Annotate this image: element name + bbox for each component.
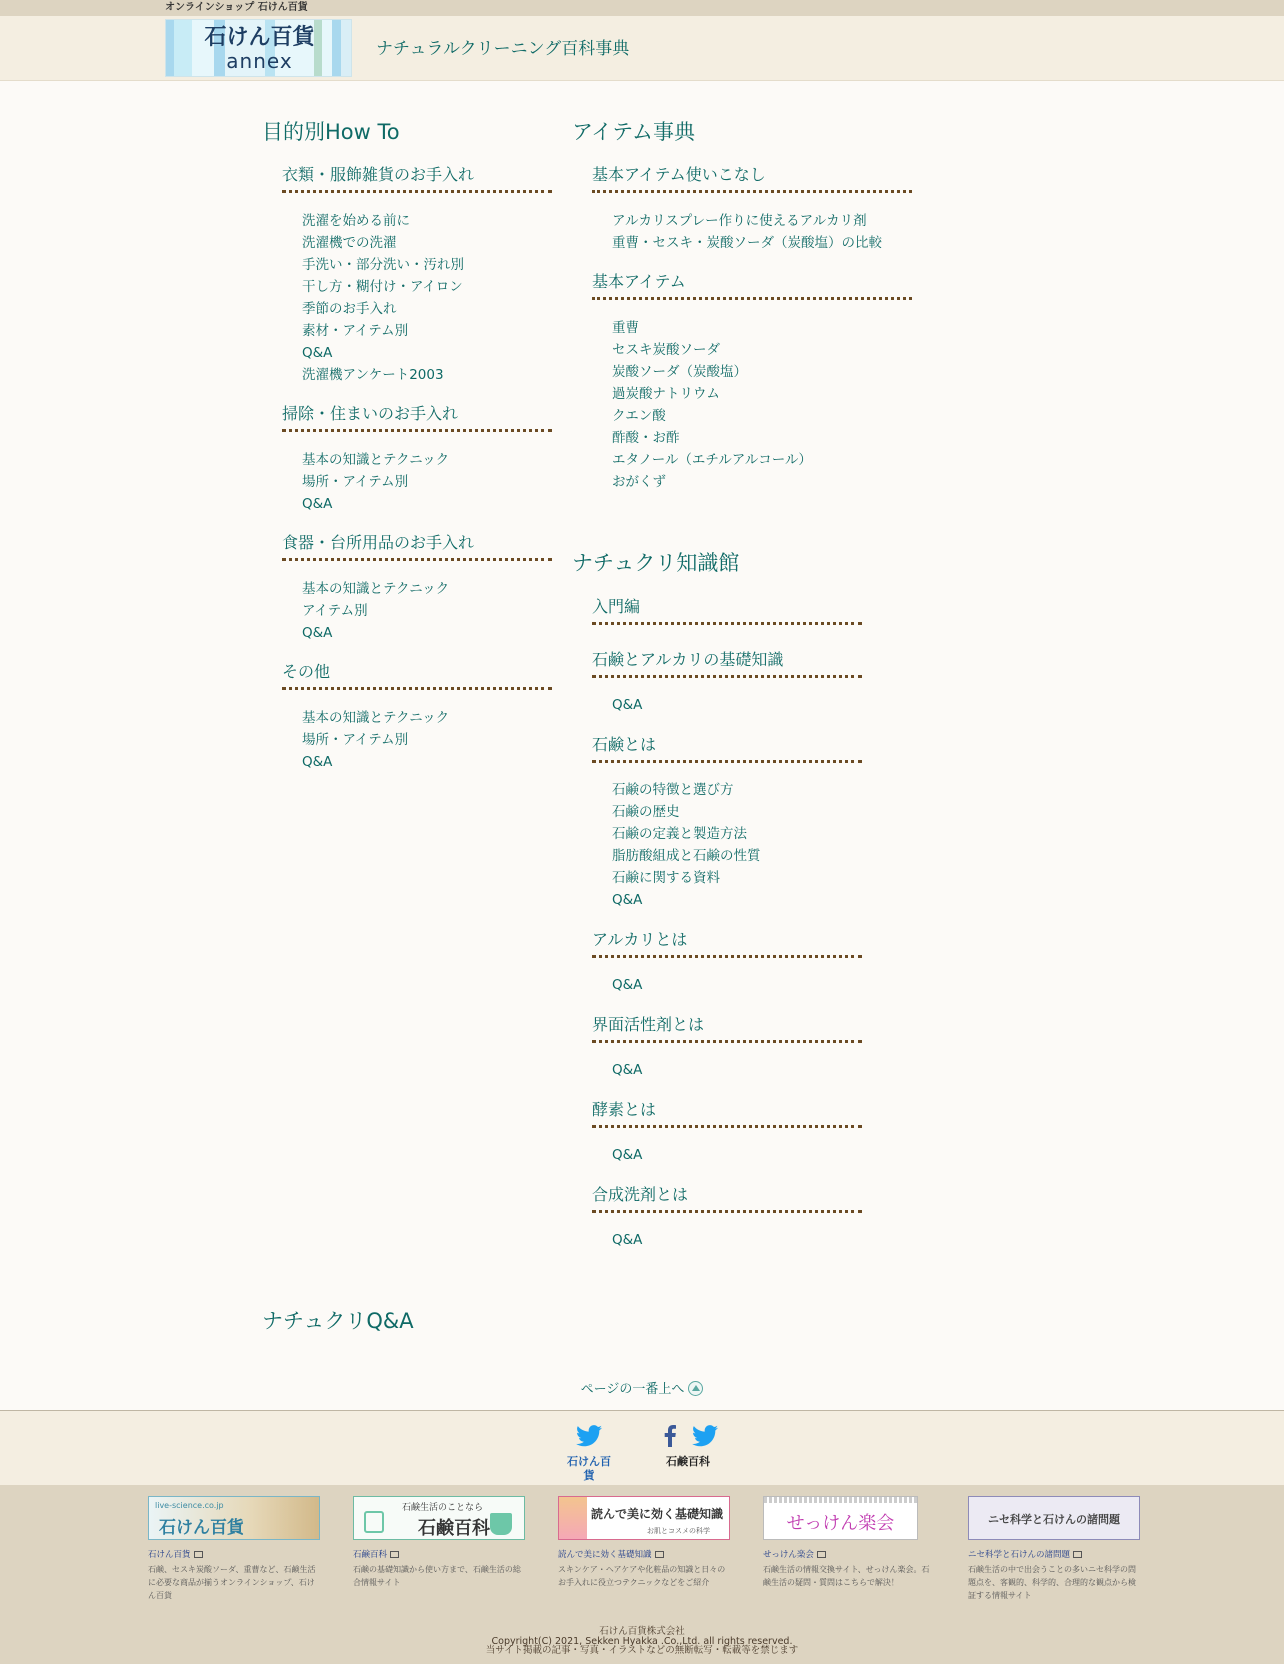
list-item[interactable]: 炭酸ソーダ（炭酸塩） [612, 364, 747, 380]
external-link-icon [817, 1551, 826, 1558]
list-item[interactable]: 場所・アイテム別 [302, 732, 409, 748]
page-top-link[interactable] [0, 1381, 1284, 1399]
howto-heading: 目的別How To [262, 120, 400, 144]
twitter-icon [576, 1425, 602, 1447]
page-top-label: ページの一番上へ [580, 1382, 685, 1397]
link-list-surfactant [612, 1059, 642, 1081]
list-item[interactable]: Q&A [302, 345, 333, 361]
link-list-synthetic-detergent [612, 1229, 642, 1251]
qa-heading[interactable]: ナチュクリQ&A [262, 1309, 414, 1333]
list-item[interactable]: 洗濯を始める前に [302, 213, 410, 229]
banner-sekken-hyakka[interactable] [148, 1496, 320, 1602]
link-list-soap-alkali [612, 694, 642, 716]
banner-description: 石鹸の基礎知識から使い方まで、石鹸生活の総合情報サイト [353, 1565, 521, 1587]
bucket-icon [490, 1513, 512, 1535]
external-link-icon [655, 1551, 664, 1558]
banner-image-caption: お肌とコスメの科学 [647, 1527, 710, 1535]
list-item[interactable]: Q&A [612, 1062, 643, 1078]
banner-image-text: 石けん百貨 [159, 1518, 244, 1538]
link-list-clothing [302, 210, 464, 386]
link-list-basic-usage [612, 210, 882, 254]
list-item[interactable]: 脂肪酸組成と石鹸の性質 [612, 848, 761, 864]
sns-sekken-hyakka[interactable] [562, 1425, 616, 1483]
header [0, 16, 1284, 81]
banner-image[interactable] [763, 1496, 918, 1540]
list-item[interactable]: 洗濯機アンケート2003 [302, 367, 444, 383]
list-item[interactable]: 重曹・セスキ・炭酸ソーダ（炭酸塩）の比較 [612, 235, 882, 251]
list-item[interactable]: おがくず [612, 474, 666, 490]
external-link-icon [1073, 1551, 1082, 1558]
banner-description: スキンケア・ヘアケアや化粧品の知識と日々のお手入れに役立つテクニックなどをご紹介 [558, 1565, 726, 1587]
list-item[interactable]: 場所・アイテム別 [302, 474, 409, 490]
banner-title[interactable] [148, 1549, 320, 1561]
logo-text: 石けん百貨 [204, 25, 315, 50]
banner-image-text: 石鹸百科 [418, 1518, 490, 1539]
copyright-notice: 当サイト掲載の記事・写真・イラストなどの無断転写・転載等を禁じます [485, 1645, 799, 1656]
category-surfactant[interactable]: 界面活性剤とは [592, 1014, 862, 1043]
list-item[interactable]: 季節のお手入れ [302, 301, 397, 317]
list-item[interactable]: 基本の知識とテクニック [302, 581, 450, 597]
category-other[interactable]: その他 [282, 661, 552, 690]
logo-subtext: annex [226, 49, 293, 73]
list-item[interactable]: 過炭酸ナトリウム [612, 386, 720, 402]
category-synthetic-detergent[interactable]: 合成洗剤とは [592, 1184, 862, 1213]
external-link-icon [390, 1551, 399, 1558]
link-list-enzyme [612, 1144, 642, 1166]
banner-title[interactable] [968, 1549, 1140, 1561]
list-item[interactable]: Q&A [612, 1147, 643, 1163]
facebook-icon [662, 1425, 678, 1447]
list-item[interactable]: アイテム別 [302, 603, 368, 619]
category-kitchen[interactable]: 食器・台所用品のお手入れ [282, 532, 552, 561]
list-item[interactable]: 石鹸の定義と製造方法 [612, 826, 747, 842]
list-item[interactable]: Q&A [302, 625, 333, 641]
banner-pseudoscience[interactable] [968, 1496, 1140, 1602]
list-item[interactable]: 基本の知識とテクニック [302, 452, 450, 468]
link-list-basic-items [612, 317, 812, 493]
banner-title-text: 読んで美に効く基礎知識 [558, 1550, 652, 1560]
list-item[interactable]: Q&A [612, 977, 643, 993]
category-basic-usage[interactable]: 基本アイテム使いこなし [592, 164, 912, 193]
banner-image-text: ニセ科学と石けんの諸問題 [988, 1513, 1120, 1526]
list-item[interactable]: Q&A [612, 1232, 643, 1248]
footer [0, 1485, 1284, 1664]
banner-pattern [764, 1497, 918, 1503]
copyright-block [0, 1627, 1284, 1656]
list-item[interactable]: 石鹸に関する資料 [612, 870, 720, 886]
sns-bar [0, 1410, 1284, 1485]
list-item[interactable]: Q&A [302, 754, 333, 770]
banner-image[interactable] [558, 1496, 730, 1540]
sns-sekken-hyakka-2[interactable] [660, 1425, 720, 1469]
banner-image-text: せっけん楽会 [786, 1513, 895, 1534]
list-item[interactable]: クエン酸 [612, 408, 666, 424]
banner-title[interactable] [763, 1549, 935, 1561]
link-list-kitchen [302, 578, 449, 644]
category-clothing[interactable]: 衣類・服飾雑貨のお手入れ [282, 164, 552, 193]
banner-description: 石鹸、セスキ炭酸ソーダ、重曹など、石鹸生活に必要な商品が揃うオンラインショップ、石けん百貨 [148, 1565, 316, 1600]
category-soap-alkali[interactable]: 石鹸とアルカリの基礎知識 [592, 649, 862, 678]
list-item[interactable]: 手洗い・部分洗い・汚れ別 [302, 257, 464, 273]
banner-description: 石鹸生活の情報交換サイト、せっけん楽会。石鹸生活の疑問・質問はこちらで解決！ [763, 1565, 930, 1587]
arrow-up-circle-icon [688, 1381, 703, 1396]
list-item[interactable]: 酢酸・お酢 [612, 430, 680, 446]
twitter-icon [692, 1425, 718, 1447]
sns-label: 石鹸百科 [666, 1455, 710, 1468]
list-item[interactable]: 石鹸の特徴と選び方 [612, 782, 734, 798]
banner-beauty-knowledge[interactable] [558, 1496, 730, 1589]
banner-title[interactable] [353, 1549, 525, 1561]
list-item[interactable]: 重曹 [612, 320, 639, 336]
shop-name-link[interactable]: オンラインショップ 石けん百貨 [165, 2, 308, 13]
banner-title-text: 石鹸百科 [353, 1550, 388, 1560]
banner-image-text: 読んで美に効く基礎知識 [591, 1507, 724, 1521]
list-item[interactable]: Q&A [612, 697, 643, 713]
link-list-soap [612, 779, 761, 911]
banner-image[interactable] [968, 1496, 1140, 1540]
list-item[interactable]: Q&A [612, 892, 643, 908]
list-item[interactable]: 石鹸の歴史 [612, 804, 680, 820]
sns-label: 石けん百貨 [567, 1455, 611, 1482]
category-alkali[interactable]: アルカリとは [592, 929, 862, 958]
woman-illustration-icon [559, 1497, 587, 1540]
banner-sekken-hyakka-encyclopedia[interactable] [353, 1496, 525, 1589]
category-intro[interactable]: 入門編 [592, 596, 862, 625]
category-enzyme[interactable]: 酵素とは [592, 1099, 862, 1128]
banner-title[interactable] [558, 1549, 730, 1561]
category-soap[interactable]: 石鹸とは [592, 734, 862, 763]
top-bar [0, 0, 1284, 16]
list-item[interactable]: 干し方・糊付け・アイロン [302, 279, 463, 295]
site-logo[interactable] [165, 19, 352, 77]
site-title: ナチュラルクリーニング百科事典 [376, 39, 630, 59]
banner-description: 石鹸生活の中で出会うことの多いニセ科学の問題点を、客観的、科学的、合理的な観点から検証する情報サイト [968, 1565, 1136, 1600]
category-house[interactable]: 掃除・住まいのお手入れ [282, 403, 552, 432]
company-name: 石けん百貨株式会社 [599, 1626, 685, 1637]
banner-image[interactable] [148, 1496, 320, 1540]
shirt-icon [364, 1511, 384, 1533]
items-heading: アイテム事典 [572, 120, 696, 144]
external-link-icon [194, 1551, 203, 1558]
list-item[interactable]: アルカリスプレー作りに使えるアルカリ剤 [612, 213, 867, 229]
copyright-text: Copyright(C) 2021, Sekken Hyakka .Co.,Ltd. all rights reserved. [491, 1635, 793, 1647]
list-item[interactable]: セスキ炭酸ソーダ [612, 342, 720, 358]
banner-image[interactable] [353, 1496, 525, 1540]
link-list-house [302, 449, 449, 515]
banner-title-text: ニセ科学と石けんの諸問題 [968, 1550, 1071, 1560]
list-item[interactable]: 基本の知識とテクニック [302, 710, 450, 726]
banner-image-caption: live-science.co.jp [155, 1501, 224, 1510]
banner-image-caption: 石鹸生活のことなら [402, 1503, 484, 1513]
list-item[interactable]: エタノール（エチルアルコール） [612, 452, 812, 468]
knowledge-heading: ナチュクリ知識館 [572, 551, 740, 575]
link-list-alkali [612, 974, 642, 996]
banner-title-text: せっけん楽会 [763, 1550, 814, 1560]
link-list-other [302, 707, 449, 773]
list-item[interactable]: 素材・アイテム別 [302, 323, 409, 339]
banner-title-text: 石けん百貨 [148, 1550, 191, 1560]
list-item[interactable]: Q&A [302, 496, 333, 512]
banner-sekken-rakkai[interactable] [763, 1496, 935, 1589]
category-basic-items[interactable]: 基本アイテム [592, 271, 912, 300]
list-item[interactable]: 洗濯機での洗濯 [302, 235, 397, 251]
